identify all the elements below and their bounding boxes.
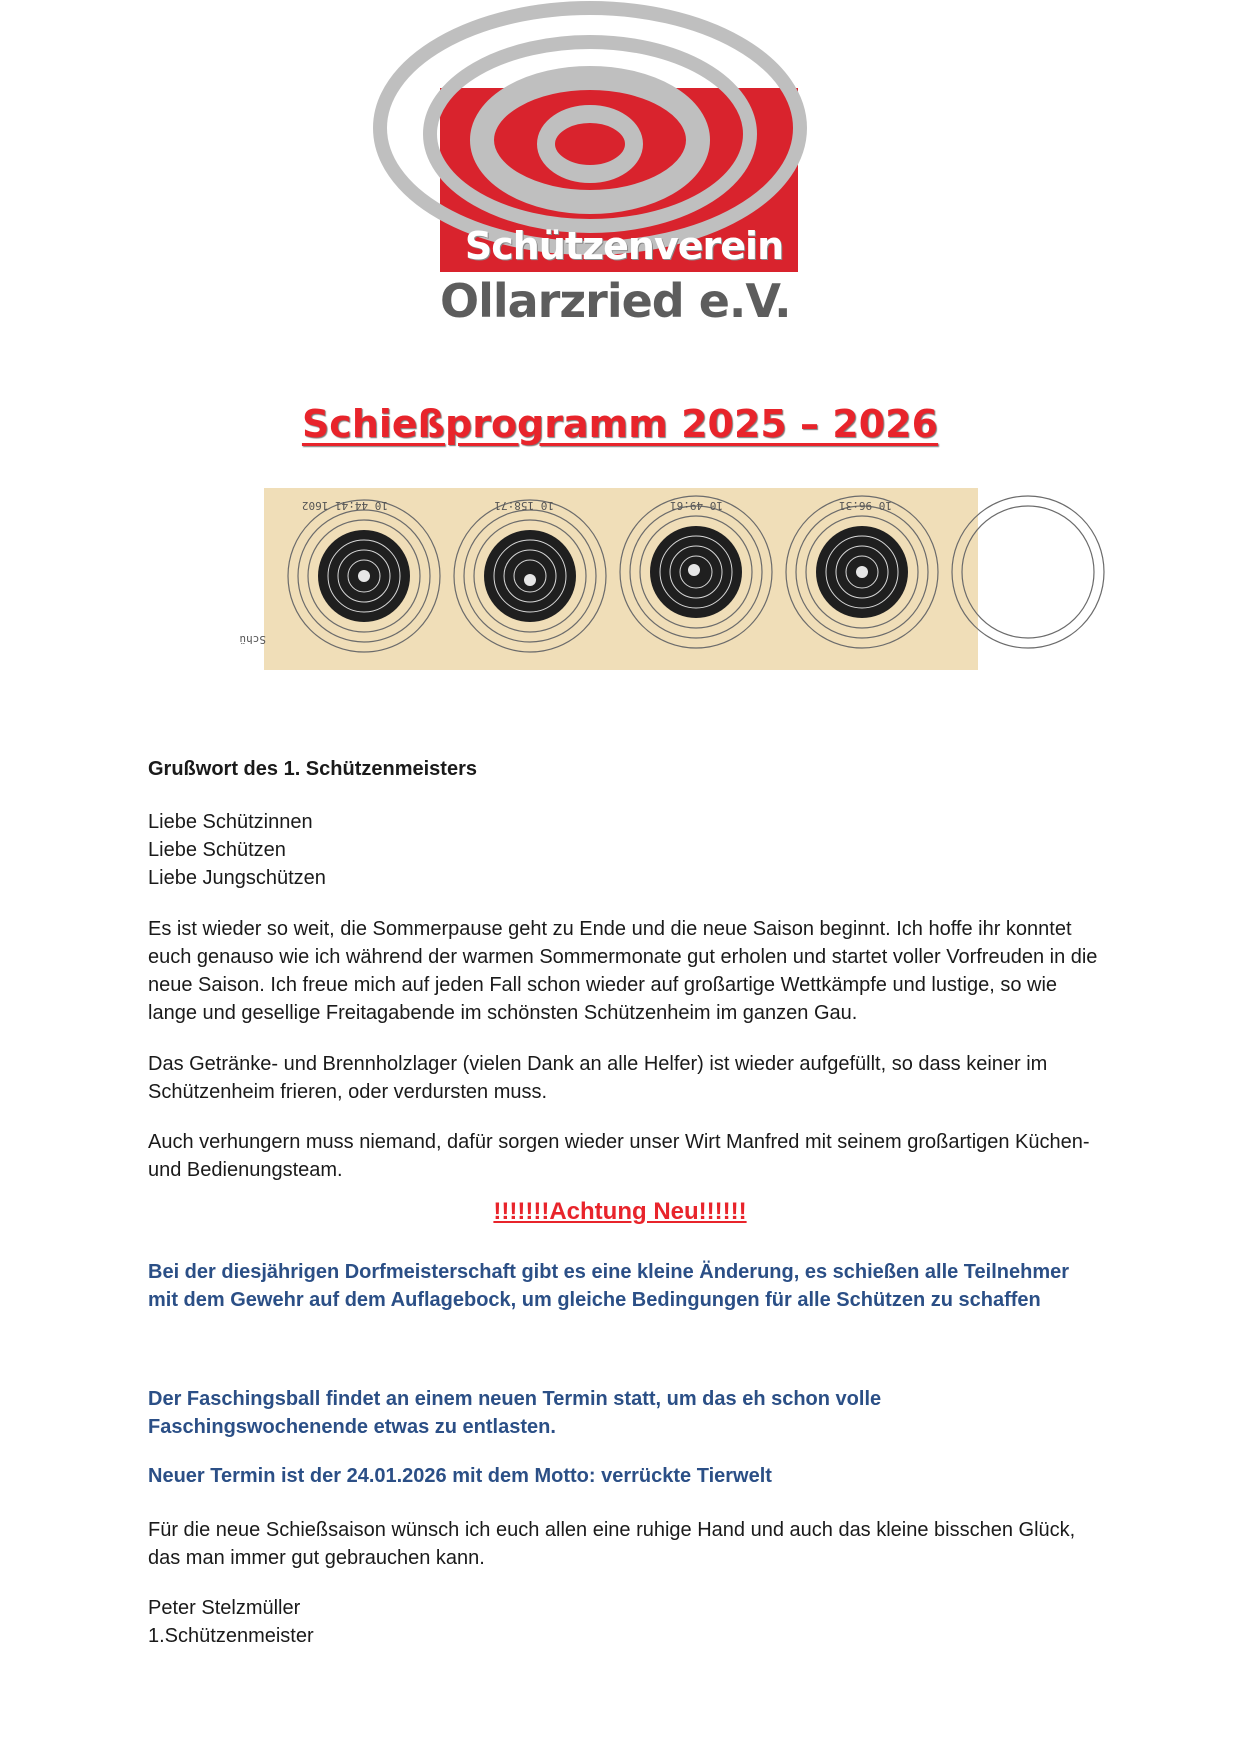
- logo-red-box: [440, 88, 798, 272]
- greeting-heading: Grußwort des 1. Schützenmeisters: [148, 758, 477, 780]
- target-4-label: 10 96:31: [839, 499, 892, 512]
- signature-name: Peter Stelzmüller: [148, 1597, 301, 1619]
- page-title: Schießprogramm 2025 – 2026: [301, 402, 939, 446]
- closing-paragraph: Für die neue Schießsaison wünsch ich euch allen eine ruhige Hand und auch das kleine bisschen Glück, das man immer gut gebrauchen kann.: [148, 1519, 1076, 1569]
- salutation-line: Liebe Schützen: [148, 839, 286, 861]
- notice-dorfmeisterschaft: Bei der diesjährigen Dorfmeisterschaft gibt es eine kleine Änderung, es schießen alle Teilnehmer mit dem Gewehr auf dem Auflagebock, um gleiche Bedingungen für alle Schützen zu schaffen: [148, 1261, 1070, 1311]
- salutation-block: [148, 808, 1098, 892]
- logo-text-club: Schützenverein: [464, 224, 784, 268]
- target-1-label: 10 44:41 1602: [301, 499, 388, 512]
- club-logo: [440, 88, 810, 328]
- target-edge-label: Schü: [239, 633, 266, 646]
- targets-image: [239, 488, 978, 670]
- signature-role: 1.Schützenmeister: [148, 1625, 314, 1647]
- paragraph-supplies: Das Getränke- und Brennholzlager (vielen Dank an alle Helfer) ist wieder aufgefüllt, so dass keiner im Schützenheim frieren, oder verdursten muss.: [148, 1053, 1048, 1103]
- target-2-label: 10 158:71: [494, 499, 554, 512]
- notice-faschingsball: Der Faschingsball findet an einem neuen Termin statt, um das eh schon volle Faschingswochenende etwas zu entlasten.: [148, 1388, 882, 1438]
- paragraph-food: Auch verhungern muss niemand, dafür sorgen wieder unser Wirt Manfred mit seinem großartigen Küchen- und Bedienungsteam.: [148, 1131, 1090, 1181]
- paragraph-intro: Es ist wieder so weit, die Sommerpause geht zu Ende und die neue Saison beginnt. Ich hoffe ihr konntet euch genauso wie ich während der warmen Sommermonate gut erholen und startet voller Vorfreuden in die neue Saison. Ich freue mich auf jeden Fall schon wieder auf großartige Wettkämpfe und lustige, so wie lange und gesellige Freitagabende im schönsten Schützenheim im ganzen Gau.: [148, 918, 1098, 1024]
- logo-text-place: Ollarzried e.V.: [440, 274, 791, 328]
- notice-heading: !!!!!!!Achtung Neu!!!!!!: [493, 1198, 747, 1225]
- notice-new-date: Neuer Termin ist der 24.01.2026 mit dem Motto: verrückte Tierwelt: [148, 1465, 772, 1487]
- salutation-line: Liebe Jungschützen: [148, 867, 326, 889]
- salutation-line: Liebe Schützinnen: [148, 811, 313, 833]
- target-3-label: 10 49:61: [670, 499, 723, 512]
